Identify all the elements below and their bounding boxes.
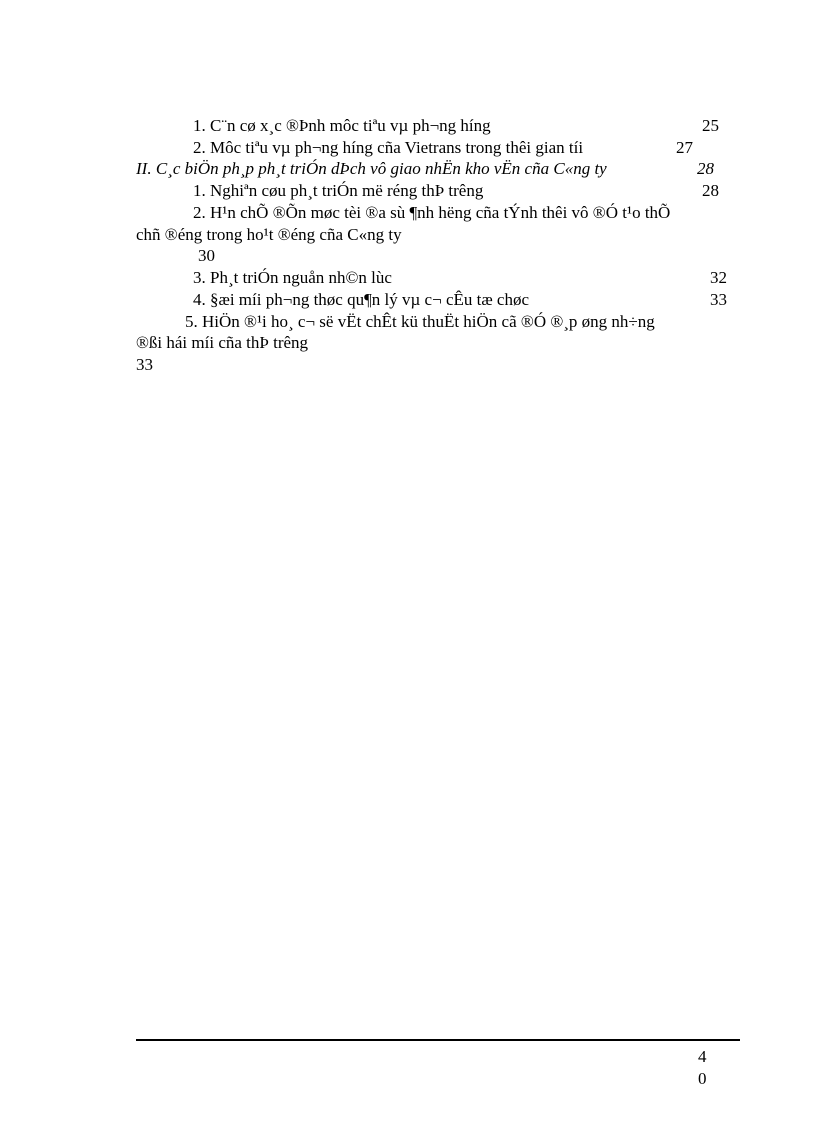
toc-section-heading-page: 28 bbox=[697, 159, 714, 178]
toc-entry-6-title: 3. Ph¸t triÓn nguån nh©n lùc bbox=[193, 268, 392, 287]
footer-divider bbox=[136, 1039, 740, 1041]
toc-entry-2-page: 27 bbox=[676, 138, 693, 157]
page-number-digit-1: 4 bbox=[698, 1047, 707, 1066]
toc-entry-1-page: 25 bbox=[702, 116, 719, 135]
toc-entry-7-page: 33 bbox=[710, 290, 727, 309]
page-number-digit-2: 0 bbox=[698, 1069, 707, 1088]
toc-entry-7-title: 4. §æi míi ph¬ng thøc qu¶n lý vµ c¬ cÊu tæ chøc bbox=[193, 290, 530, 309]
toc-entry-5-page: 30 bbox=[198, 246, 215, 265]
toc-entry-8-title-line1: 5. HiÖn ®¹i ho¸ c¬ së vËt chÊt kü thuËt hiÖn cã ®Ó ®¸p øng nh÷ng bbox=[185, 312, 655, 331]
toc-entry-4-title: 1. Nghiªn cøu ph¸t triÓn më réng thÞ trêng bbox=[193, 181, 484, 200]
toc-entry-8-title-line2: ®ßi hái míi cña thÞ trêng bbox=[136, 333, 309, 352]
toc-entry-4-page: 28 bbox=[702, 181, 719, 200]
toc-entry-2-title: 2. Môc tiªu vµ ph¬ng híng cña Vietrans trong thêi gian tíi bbox=[193, 138, 584, 157]
toc-entry-6-page: 32 bbox=[710, 268, 727, 287]
toc-section-heading: II. C¸c biÖn ph¸p ph¸t triÓn dÞch vô giao nhËn kho vËn cña C«ng ty bbox=[136, 159, 607, 178]
toc-entry-5-title-line1: 2. H¹n chÕ ®Õn møc tèi ®a sù ¶nh hëng cña tÝnh thêi vô ®Ó t¹o thÕ bbox=[193, 203, 671, 222]
toc-entry-8-page: 33 bbox=[136, 355, 153, 374]
toc-entry-5-title-line2: chñ ®éng trong ho¹t ®éng cña C«ng ty bbox=[136, 225, 402, 244]
toc-entry-1-title: 1. C¨n cø x¸c ®Þnh môc tiªu vµ ph¬ng híng bbox=[193, 116, 491, 135]
